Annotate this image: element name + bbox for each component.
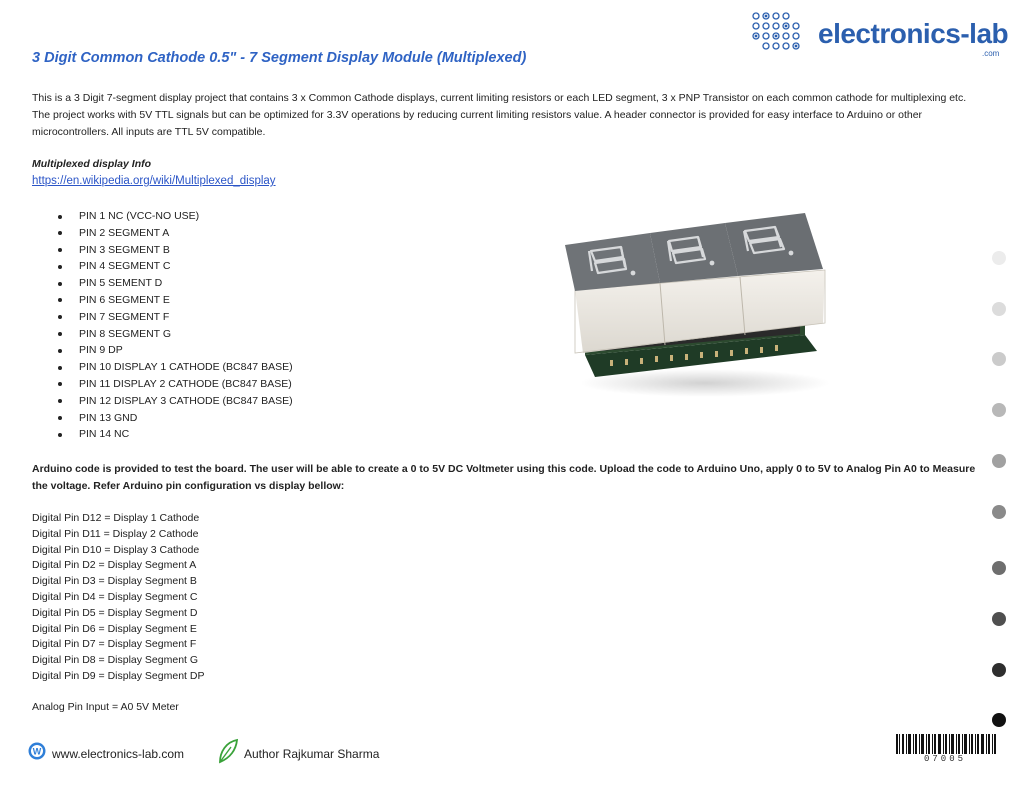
side-dot-decoration — [992, 403, 1006, 417]
side-dot-decoration — [992, 302, 1006, 316]
digital-pin-item: Digital Pin D9 = Display Segment DP — [32, 669, 205, 682]
footer-website-link[interactable]: www.electronics-lab.com — [52, 747, 185, 761]
side-dot-decoration — [992, 561, 1006, 575]
arduino-paragraph: Arduino code is provided to test the board. The user will be able to create a 0 to 5V DC Voltmeter using this code. Upload the code to Arduino Uno, apply 0 to 5V to Analog Pin A0 to Measure the voltage. Refer Arduino pin configuration vs display bellow: — [32, 463, 976, 492]
logo-suffix: .com — [982, 49, 1000, 58]
display-module-photo — [555, 205, 845, 400]
digital-pin-item: Digital Pin D3 = Display Segment B — [32, 575, 197, 588]
pin-item: PIN 5 SEMENT D — [32, 275, 293, 292]
digital-pin-item: Digital Pin D7 = Display Segment F — [32, 638, 197, 651]
digital-pin-item: Digital Pin D12 = Display 1 Cathode — [32, 512, 200, 524]
page-title: 3 Digit Common Cathode 0.5" - 7 Segment Display Module (Multiplexed) — [32, 50, 527, 66]
electronics-lab-logo-icon — [748, 8, 814, 58]
pin-item: PIN 7 SEGMENT F — [32, 309, 293, 326]
digital-pin-item: Digital Pin D5 = Display Segment D — [32, 606, 198, 619]
digital-pin-item: Digital Pin D2 = Display Segment A — [32, 559, 197, 572]
pin-list — [32, 208, 293, 443]
leaf-pen-icon — [216, 738, 240, 764]
side-dot-decoration — [992, 352, 1006, 366]
barcode-number: 07005 — [924, 754, 967, 764]
pin-item: PIN 6 SEGMENT E — [32, 292, 293, 309]
barcode — [896, 734, 996, 754]
globe-icon — [28, 742, 46, 760]
pin-item: PIN 13 GND — [32, 410, 293, 427]
pin-item: PIN 9 DP — [32, 342, 293, 359]
digital-pin-item: Digital Pin D6 = Display Segment E — [32, 622, 197, 635]
pin-item: PIN 2 SEGMENT A — [32, 225, 293, 242]
analog-pin-text: Analog Pin Input = A0 5V Meter — [32, 701, 179, 713]
logo-text: electronics-lab — [818, 18, 1009, 49]
side-dot-decoration — [992, 612, 1006, 626]
pin-item: PIN 3 SEGMENT B — [32, 242, 293, 259]
multiplexed-link[interactable]: https://en.wikipedia.org/wiki/Multiplexed_display — [32, 175, 276, 187]
side-dot-decoration — [992, 663, 1006, 677]
side-dot-decoration — [992, 713, 1006, 727]
side-dot-decoration — [992, 251, 1006, 265]
pin-item: PIN 14 NC — [32, 426, 293, 443]
pin-item: PIN 4 SEGMENT C — [32, 258, 293, 275]
digital-pin-item: Digital Pin D8 = Display Segment G — [32, 654, 199, 667]
multiplexed-heading: Multiplexed display Info — [32, 158, 152, 170]
digital-pin-list — [32, 511, 204, 685]
author-text: Author Rajkumar Sharma — [244, 747, 380, 761]
pin-item: PIN 8 SEGMENT G — [32, 326, 293, 343]
digital-pin-item: Digital Pin D4 = Display Segment C — [32, 590, 198, 603]
pin-item: PIN 10 DISPLAY 1 CATHODE (BC847 BASE) — [32, 359, 293, 376]
digital-pin-item: Digital Pin D11 = Display 2 Cathode — [32, 527, 199, 540]
intro-paragraph: This is a 3 Digit 7-segment display project that contains 3 x Common Cathode displays, current limiting resistors or each LED segment, 3 x PNP Transistor on each common cathode for multiplexing etc. The project works with 5V TTL signals but can be optimized for 3.3V operations by reducing current limiting resistors value. A header connector is provided for easy interface to Arduino or other microcontrollers. All inputs are TTL 5V compatible. — [32, 92, 967, 138]
side-dot-decoration — [992, 454, 1006, 468]
pin-item: PIN 1 NC (VCC-NO USE) — [32, 208, 293, 225]
side-dot-decoration — [992, 505, 1006, 519]
pin-item: PIN 11 DISPLAY 2 CATHODE (BC847 BASE) — [32, 376, 293, 393]
digital-pin-item: Digital Pin D10 = Display 3 Cathode — [32, 543, 200, 556]
svg-text:W: W — [32, 746, 42, 757]
pin-item: PIN 12 DISPLAY 3 CATHODE (BC847 BASE) — [32, 393, 293, 410]
